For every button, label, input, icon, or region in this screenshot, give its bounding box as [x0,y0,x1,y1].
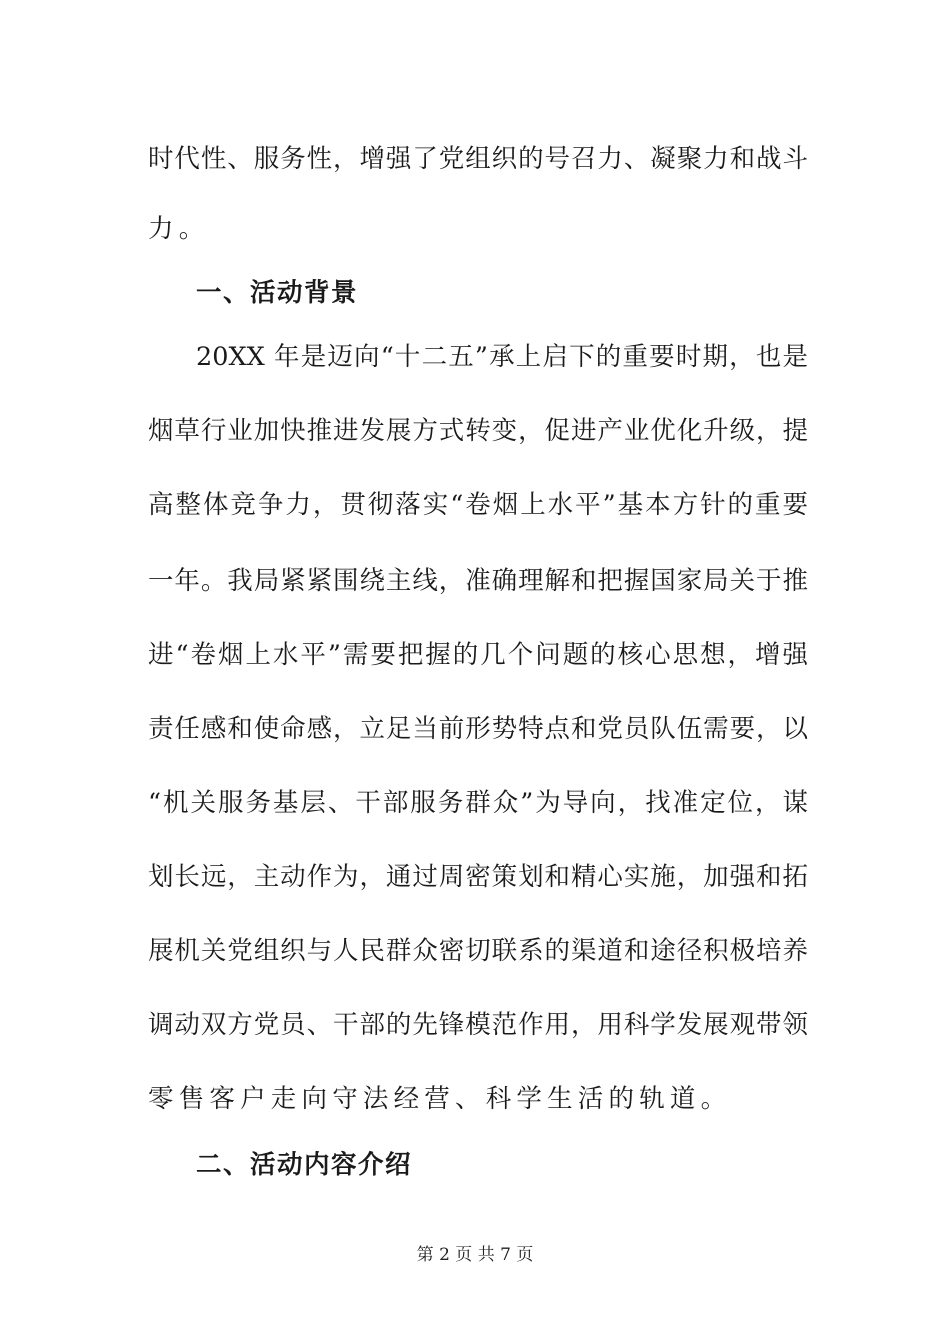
paragraph-line: 烟草行业加快推进发展方式转变，促进产业优化升级，提 [148,416,808,446]
paragraph-line: “机关服务基层、干部服务群众”为导向，找准定位，谋 [148,788,808,818]
paragraph-line: 进“卷烟上水平”需要把握的几个问题的核心思想，增强 [148,640,808,670]
paragraph-line: 展机关党组织与人民群众密切联系的渠道和途径积极培养 [148,936,808,966]
paragraph-line: 高整体竞争力，贯彻落实“卷烟上水平”基本方针的重要 [148,490,808,520]
paragraph-line: 时代性、服务性，增强了党组织的号召力、凝聚力和战斗 [148,144,808,174]
paragraph-line: 一年。我局紧紧围绕主线，准确理解和把握国家局关于推 [148,566,808,596]
page-number-footer: 第 2 页 共 7 页 [416,1245,534,1265]
paragraph-line: 零售客户走向守法经营、科学生活的轨道。 [148,1084,732,1114]
section-heading-content: 二、活动内容介绍 [196,1150,413,1180]
paragraph-line: 力。 [148,214,210,244]
paragraph-line: 20XX 年是迈向“十二五”承上启下的重要时期，也是 [196,342,808,372]
paragraph-line: 划长远，主动作为，通过周密策划和精心实施，加强和拓 [148,862,808,892]
section-heading-background: 一、活动背景 [196,278,359,308]
paragraph-line: 责任感和使命感，立足当前形势特点和党员队伍需要，以 [148,714,808,744]
paragraph-line: 调动双方党员、干部的先锋模范作用，用科学发展观带领 [148,1010,808,1040]
